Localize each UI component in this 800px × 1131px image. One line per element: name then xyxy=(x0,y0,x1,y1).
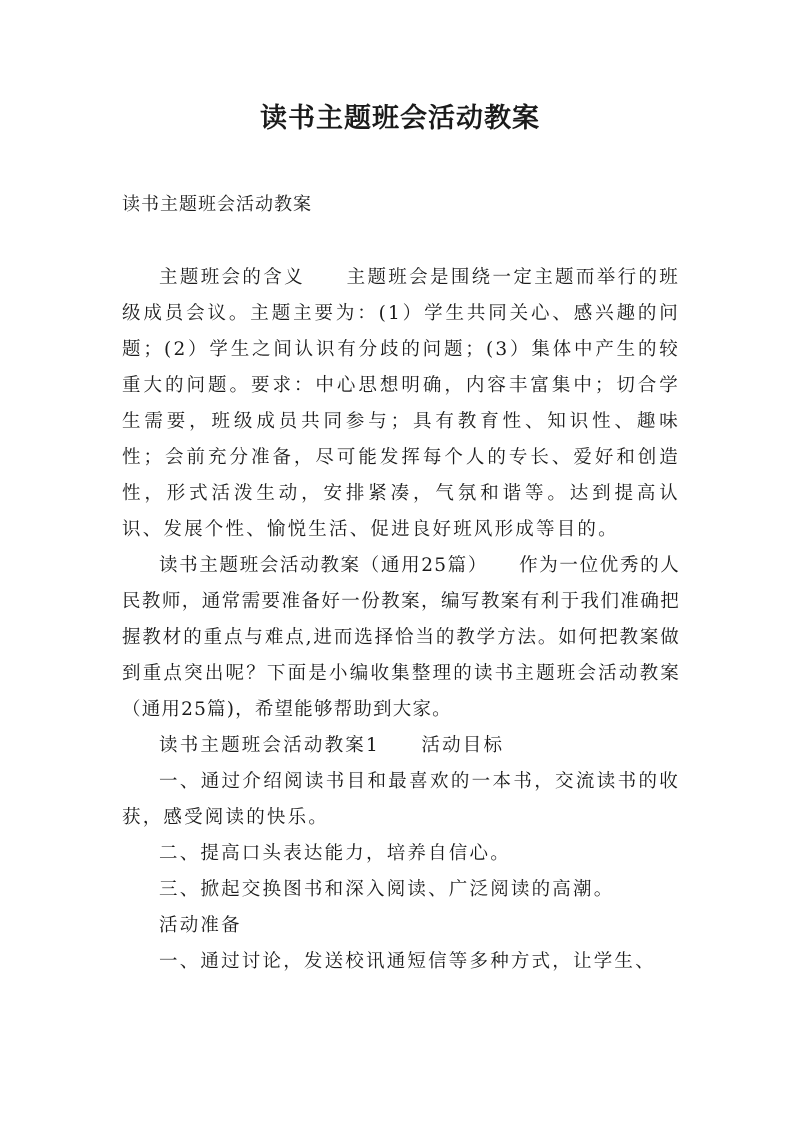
paragraph-intro: 读书主题班会活动教案（通用25篇） 作为一位优秀的人民教师，通常需要准备好一份教案，编写教案有利于我们准确把握教材的重点与难点,进而选择恰当的教学方法。如何把教案做到重点突出呢？下面是小编收集整理的读书主题班会活动教案（通用25篇)，希望能够帮助到大家。 xyxy=(122,555,680,720)
paragraph-definition: 主题班会的含义 主题班会是围绕一定主题而举行的班级成员会议。主题主要为：(1）学生共同关心、感兴趣的问题；(2）学生之间认识有分歧的问题；(3）集体中产生的较重大的问题。要求：中心思想明确，内容丰富集中；切合学生需要，班级成员共同参与；具有教育性、知识性、趣味性；会前充分准备，尽可能发挥每个人的专长、爱好和创造性，形式活泼生动，安排紧凑，气氛和谐等。达到提高认识、发展个性、愉悦生活、促进良好班风形成等目的。 xyxy=(122,267,680,540)
paragraph-goal-2: 二、提高口头表达能力，培养自信心。 xyxy=(159,843,511,864)
paragraph-prep-heading: 活动准备 xyxy=(159,915,242,936)
subtitle: 读书主题班会活动教案 xyxy=(122,194,312,215)
page-title: 读书主题班会活动教案 xyxy=(260,103,540,134)
paragraph-goal-3: 三、掀起交换图书和深入阅读、广泛阅读的高潮。 xyxy=(159,879,615,900)
paragraph-goal-1: 一、通过介绍阅读书目和最喜欢的一本书，交流读书的收获，感受阅读的快乐。 xyxy=(122,771,680,828)
paragraph-lesson-heading: 读书主题班会活动教案1 活动目标 xyxy=(159,735,505,756)
document-body xyxy=(122,260,680,980)
paragraph-prep-1: 一、通过讨论，发送校讯通短信等多种方式，让学生、 xyxy=(159,951,656,972)
